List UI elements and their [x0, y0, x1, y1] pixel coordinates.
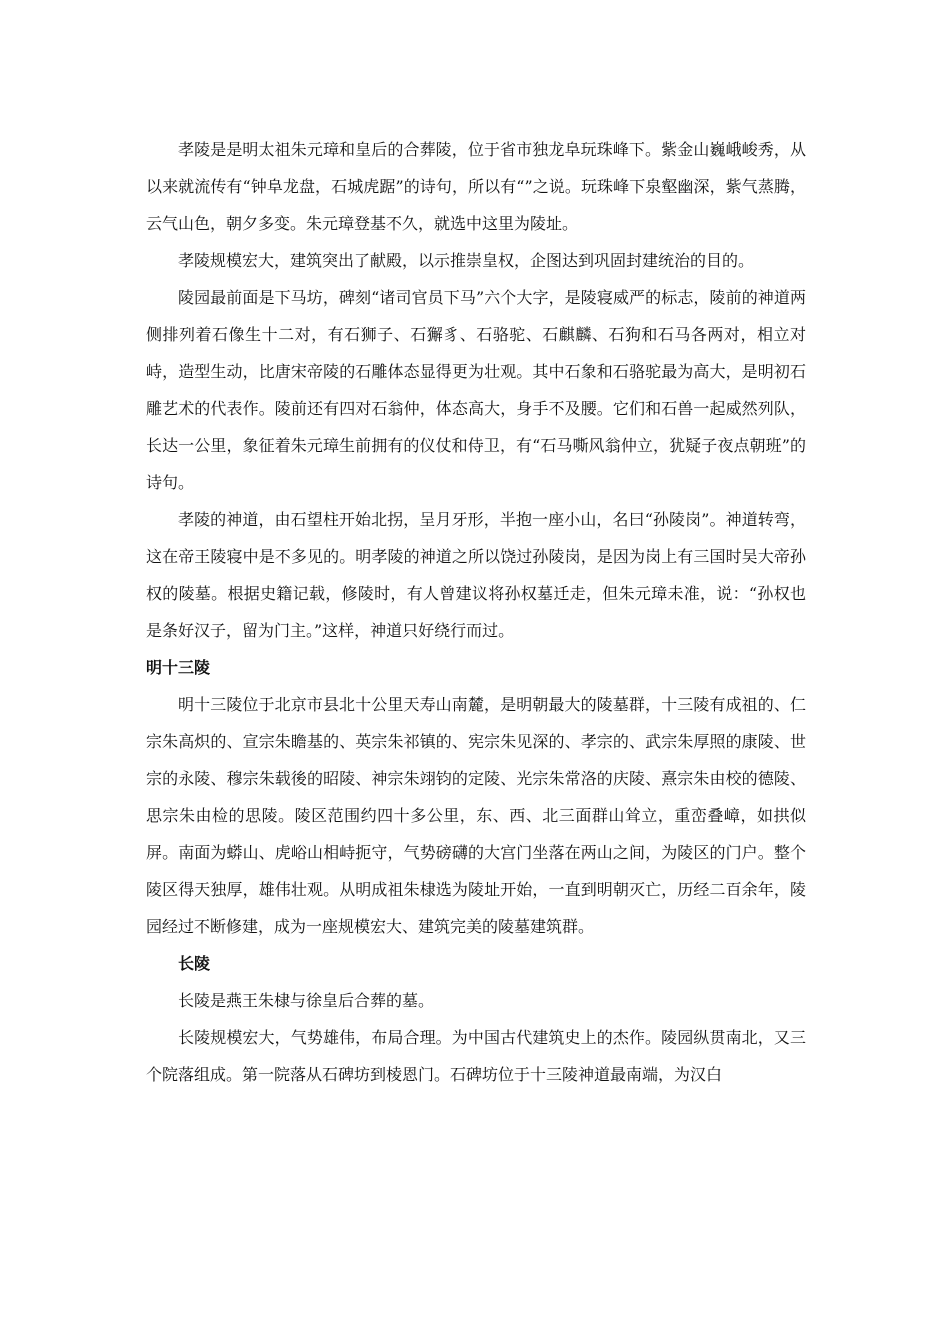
- paragraph-xiaoling-spirit-way: 孝陵的神道，由石望柱开始北拐，呈月牙形，半抱一座小山，名曰“孙陵岗”。神道转弯，这在帝王陵寝中是不多见的。明孝陵的神道之所以饶过孙陵岗，是因为岗上有三国时吴大帝孙权的陵墓。根据史籍记载，修陵时，有人曾建议将孙权墓迁走，但朱元璋未准，说：“孙权也是条好汉子，留为门主。”这样，神道只好绕行而过。: [146, 510, 806, 640]
- section-heading-ming-tombs: 明十三陵: [146, 658, 211, 677]
- paragraph-changling-intro: 长陵是燕王朱棣与徐皇后合葬的墓。: [178, 991, 435, 1010]
- paragraph-xiaoling-scale: 孝陵规模宏大，建筑突出了献殿，以示推崇皇权，企图达到巩固封建统治的目的。: [178, 251, 755, 270]
- paragraph-xiaoling-statues: 陵园最前面是下马坊，碑刻“诸司官员下马”六个大字，是陵寝威严的标志，陵前的神道两侧排列着石像生十二对，有石狮子、石獬豸、石骆驼、石麒麟、石狗和石马各两对，相立对峙，造型生动，比唐宋帝陵的石雕体态显得更为壮观。其中石象和石骆驼最为高大，是明初石雕艺术的代表作。陵前还有四对石翁仲，体态高大，身手不及腰。它们和石兽一起威然列队，长达一公里，象征着朱元璋生前拥有的仪仗和侍卫，有“石马嘶风翁仲立，犹疑子夜点朝班”的诗句。: [146, 288, 806, 492]
- document-body: [146, 131, 806, 1093]
- subsection-heading-changling: 长陵: [178, 954, 211, 973]
- paragraph-changling-layout: 长陵规模宏大，气势雄伟，布局合理。为中国古代建筑史上的杰作。陵园纵贯南北，又三个院落组成。第一院落从石碑坊到棱恩门。石碑坊位于十三陵神道最南端，为汉白: [146, 1028, 806, 1084]
- paragraph-ming-tombs: 明十三陵位于北京市县北十公里天寿山南麓，是明朝最大的陵墓群，十三陵有成祖的、仁宗朱高炽的、宣宗朱瞻基的、英宗朱祁镇的、宪宗朱见深的、孝宗的、武宗朱厚照的康陵、世宗的永陵、穆宗朱载後的昭陵、神宗朱翊钧的定陵、光宗朱常洛的庆陵、熹宗朱由校的德陵、思宗朱由检的思陵。陵区范围约四十多公里，东、西、北三面群山耸立，重峦叠嶂，如拱似屏。南面为蟒山、虎峪山相峙扼守，气势磅礴的大宫门坐落在两山之间，为陵区的门户。整个陵区得天独厚，雄伟壮观。从明成祖朱棣选为陵址开始，一直到明朝灭亡，历经二百余年，陵园经过不断修建，成为一座规模宏大、建筑完美的陵墓建筑群。: [146, 695, 806, 936]
- paragraph-xiaoling-intro: 孝陵是是明太祖朱元璋和皇后的合葬陵，位于省市独龙阜玩珠峰下。紫金山巍峨峻秀，从以来就流传有“钟阜龙盘，石城虎踞”的诗句，所以有“”之说。玩珠峰下泉壑幽深，紫气蒸腾，云气山色，朝夕多变。朱元璋登基不久，就选中这里为陵址。: [146, 140, 806, 233]
